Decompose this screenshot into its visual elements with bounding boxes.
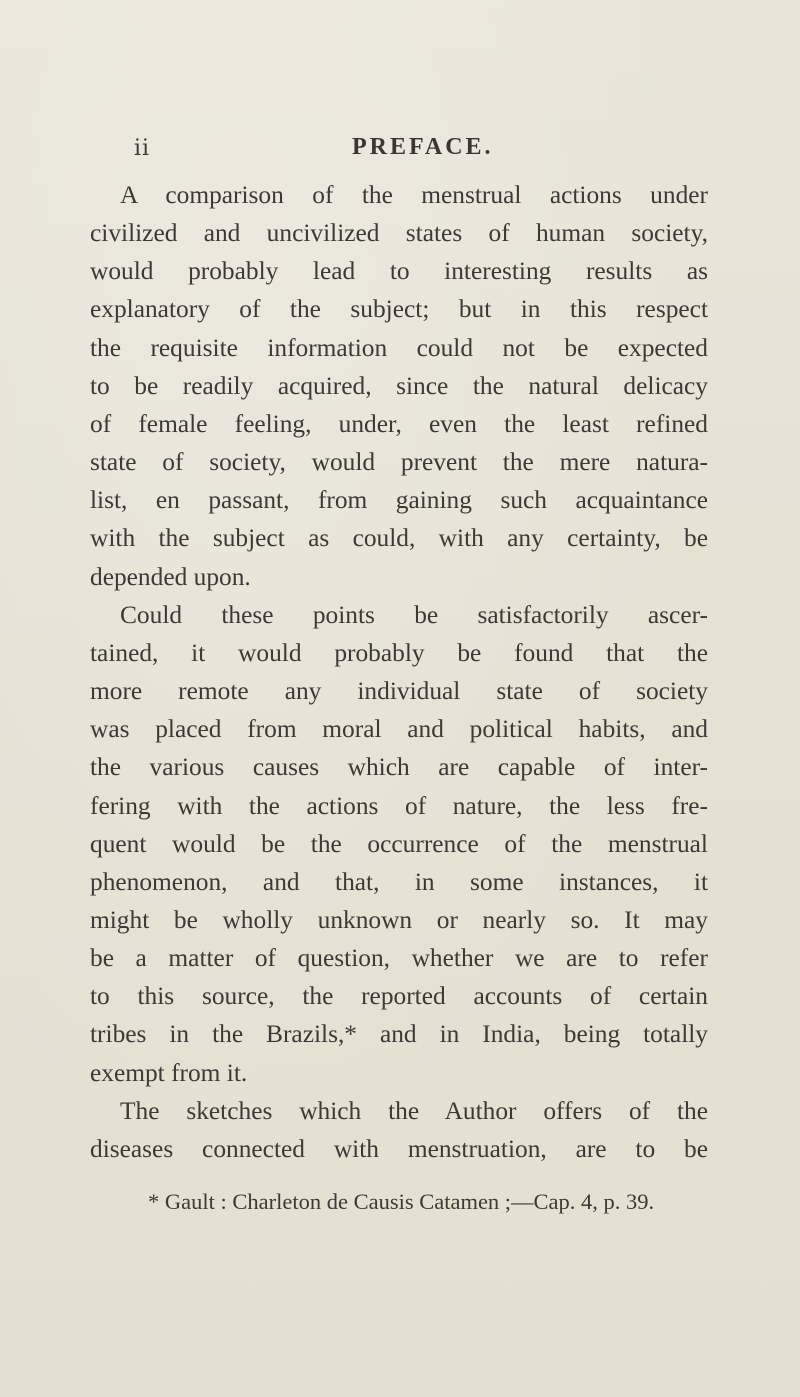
text-line: state of society, would prevent the mere natura- — [90, 448, 708, 477]
text-line: was placed from moral and political habits, and — [90, 715, 708, 744]
body-text — [90, 176, 708, 1168]
text-line: depended upon. — [90, 562, 251, 591]
running-head — [0, 130, 800, 170]
text-line: might be wholly unknown or nearly so. It may — [90, 905, 708, 934]
text-line: A comparison of the menstrual actions under — [120, 181, 708, 209]
text-line: be a matter of question, whether we are to refer — [90, 944, 708, 973]
text-line: exempt from it. — [90, 1058, 248, 1087]
text-line: the various causes which are capable of inter- — [90, 753, 708, 782]
text-line: fering with the actions of nature, the less fre- — [90, 791, 708, 820]
page-number: ii — [134, 136, 151, 161]
text-line: explanatory of the subject; but in this respect — [90, 295, 708, 324]
text-line: civilized and uncivilized states of human society, — [90, 219, 708, 248]
text-line: with the subject as could, with any certainty, be — [90, 524, 708, 553]
text-line: tained, it would probably be found that the — [90, 638, 708, 667]
text-line: of female feeling, under, even the least refined — [90, 409, 708, 438]
page-title: PREFACE. — [352, 134, 494, 160]
text-line: the requisite information could not be expected — [90, 333, 708, 362]
text-line: would probably lead to interesting results as — [90, 257, 708, 286]
text-line: list, en passant, from gaining such acquaintance — [90, 486, 708, 515]
footnote: * Gault : Charleton de Causis Catamen ;—Cap. 4, p. 39. — [148, 1189, 655, 1214]
text-line: quent would be the occurrence of the menstrual — [90, 829, 708, 858]
text-line: to this source, the reported accounts of certain — [90, 982, 708, 1011]
text-line: more remote any individual state of society — [90, 677, 708, 706]
text-line: Could these points be satisfactorily ascer- — [120, 600, 708, 629]
text-line: to be readily acquired, since the natural delicacy — [90, 371, 708, 400]
text-line: tribes in the Brazils,* and in India, being totally — [90, 1020, 708, 1049]
text-line: diseases connected with menstruation, are to be — [90, 1134, 708, 1163]
text-line: phenomenon, and that, in some instances, it — [90, 867, 708, 896]
text-line: The sketches which the Author offers of the — [120, 1096, 708, 1125]
